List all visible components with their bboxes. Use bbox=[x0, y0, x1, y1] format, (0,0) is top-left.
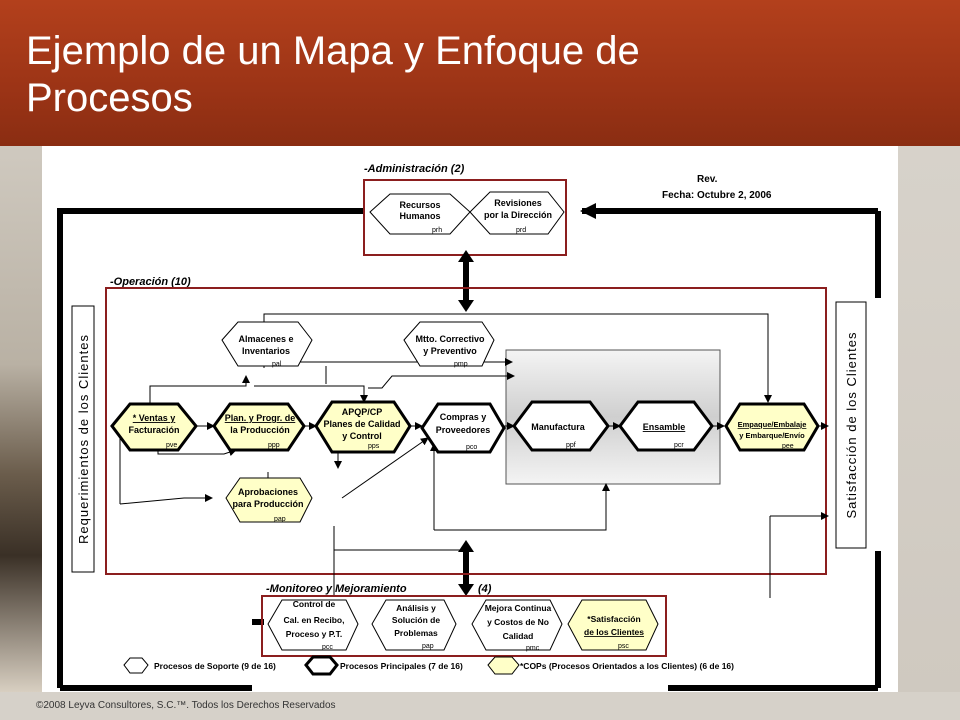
monitoring-process-label: Mejora Continua bbox=[484, 603, 552, 613]
process-code: prh bbox=[432, 227, 443, 234]
main-process-label: * Ventas y bbox=[132, 413, 176, 423]
monitoring-process-label: *Satisfacción bbox=[587, 614, 641, 624]
process-code: pps bbox=[368, 443, 380, 450]
slide-title bbox=[26, 28, 640, 122]
monitoring-process-problem-solving bbox=[372, 600, 456, 650]
monitoring-process-label: Análisis y bbox=[396, 603, 436, 613]
legend-item-cop bbox=[488, 657, 734, 674]
legend-label: Procesos de Soporte (9 de 16) bbox=[154, 661, 276, 671]
slide-title-line2: Procesos bbox=[26, 76, 193, 120]
main-process-label: Planes de Calidad bbox=[323, 419, 401, 429]
main-process-label: Proveedores bbox=[435, 425, 491, 435]
support-process-label: para Producción bbox=[232, 499, 304, 509]
main-process-manufacturing bbox=[514, 402, 608, 450]
monitoring-section-label: -Monitoreo y Mejoramiento bbox=[266, 583, 407, 595]
process-code: pal bbox=[272, 361, 282, 368]
customer-requirements-box bbox=[72, 306, 94, 572]
main-process-label: Manufactura bbox=[531, 422, 585, 432]
customer-satisfaction-box bbox=[836, 302, 866, 548]
legend-label: *COPs (Procesos Orientados a los Clientes) (6 de 16) bbox=[520, 661, 734, 671]
revision-text: Rev. bbox=[697, 174, 718, 185]
support-process-maintenance bbox=[404, 322, 494, 368]
main-process-label: Facturación bbox=[128, 425, 180, 435]
monitoring-process-label: Control de bbox=[292, 599, 336, 609]
process-code: pap bbox=[422, 643, 434, 650]
background-right bbox=[898, 146, 960, 692]
monitoring-process-continuous-improvement bbox=[472, 600, 562, 652]
process-map-svg bbox=[42, 146, 898, 692]
customer-satisfaction-label: Satisfacción de los Clientes bbox=[844, 331, 859, 519]
admin-process-label: Revisiones bbox=[494, 198, 542, 208]
main-process-label: Empaque/Embalaje bbox=[737, 420, 807, 429]
process-code: pve bbox=[166, 442, 178, 449]
main-process-assembly bbox=[620, 402, 712, 450]
support-process-label: Aprobaciones bbox=[237, 487, 299, 497]
monitoring-process-label: Calidad bbox=[502, 631, 534, 641]
process-code: ppf bbox=[566, 442, 576, 449]
support-process-label: Inventarios bbox=[241, 346, 291, 356]
slide-footer bbox=[0, 692, 960, 720]
main-process-label: y Control bbox=[342, 431, 382, 441]
admin-process-label: Humanos bbox=[399, 211, 441, 221]
main-process-sales bbox=[112, 404, 196, 450]
monitoring-process-customer-satisfaction bbox=[568, 600, 658, 650]
slide-title-line1: Ejemplo de un Mapa y Enfoque de bbox=[26, 29, 640, 73]
process-code: psc bbox=[618, 643, 629, 650]
support-process-approvals bbox=[226, 478, 312, 523]
support-process-label: Almacenes e bbox=[238, 334, 294, 344]
process-code: pee bbox=[782, 443, 794, 450]
monitoring-process-label: Proceso y P.T. bbox=[285, 629, 343, 639]
copyright-text: ©2008 Leyva Consultores, S.C.™. Todos los Derechos Reservados bbox=[36, 700, 336, 711]
main-process-apqp bbox=[316, 402, 410, 452]
admin-process-review bbox=[470, 192, 564, 234]
support-process-warehouse bbox=[222, 322, 312, 368]
date-text: Fecha: Octubre 2, 2006 bbox=[662, 190, 772, 201]
monitoring-process-label: Problemas bbox=[394, 628, 438, 638]
process-code: pap bbox=[274, 516, 286, 523]
admin-process-label: Recursos bbox=[399, 200, 441, 210]
legend-label: Procesos Principales (7 de 16) bbox=[340, 661, 463, 671]
process-code: pmc bbox=[526, 645, 540, 652]
admin-process-hr bbox=[370, 194, 470, 234]
main-process-label: APQP/CP bbox=[341, 407, 383, 417]
main-process-purchasing bbox=[422, 404, 504, 452]
legend-item-support bbox=[124, 658, 276, 673]
process-code: pco bbox=[466, 444, 478, 451]
admin-process-label: por la Dirección bbox=[483, 210, 553, 220]
main-process-label: Compras y bbox=[439, 412, 487, 422]
main-process-label: Ensamble bbox=[642, 422, 686, 432]
background-photo-left bbox=[0, 146, 42, 692]
main-process-packaging bbox=[726, 404, 818, 450]
main-process-label: y Embarque/Envío bbox=[739, 431, 805, 440]
process-code: pcc bbox=[322, 644, 333, 651]
process-code: prd bbox=[516, 227, 527, 234]
title-bar bbox=[0, 0, 960, 146]
diagram-canvas bbox=[42, 146, 898, 692]
monitoring-section-count: (4) bbox=[478, 583, 492, 595]
process-code: ppp bbox=[268, 442, 280, 449]
admin-operation-double-arrow bbox=[458, 250, 474, 312]
monitoring-process-label: Cal. en Recibo, bbox=[283, 615, 345, 625]
legend-item-main bbox=[306, 657, 463, 674]
support-process-label: y Preventivo bbox=[423, 346, 477, 356]
monitoring-process-label: de los Clientes bbox=[584, 627, 644, 637]
monitoring-process-quality-control bbox=[268, 599, 358, 651]
main-process-planning bbox=[214, 404, 304, 450]
operation-monitoring-double-arrow bbox=[458, 540, 474, 596]
main-process-label: Plan. y Progr. de bbox=[224, 413, 296, 423]
process-code: pmp bbox=[454, 361, 468, 368]
support-process-label: Mtto. Correctivo bbox=[415, 334, 485, 344]
operation-section-label: -Operación (10) bbox=[110, 276, 191, 288]
monitoring-process-label: Solución de bbox=[391, 615, 441, 625]
legend bbox=[124, 657, 734, 674]
monitoring-process-label: y Costos de No bbox=[487, 617, 549, 627]
customer-requirements-label: Requerimientos de los Clientes bbox=[76, 334, 91, 544]
admin-section-label: -Administración (2) bbox=[364, 163, 465, 175]
process-code: pcr bbox=[674, 442, 684, 449]
main-process-label: la Producción bbox=[230, 425, 290, 435]
